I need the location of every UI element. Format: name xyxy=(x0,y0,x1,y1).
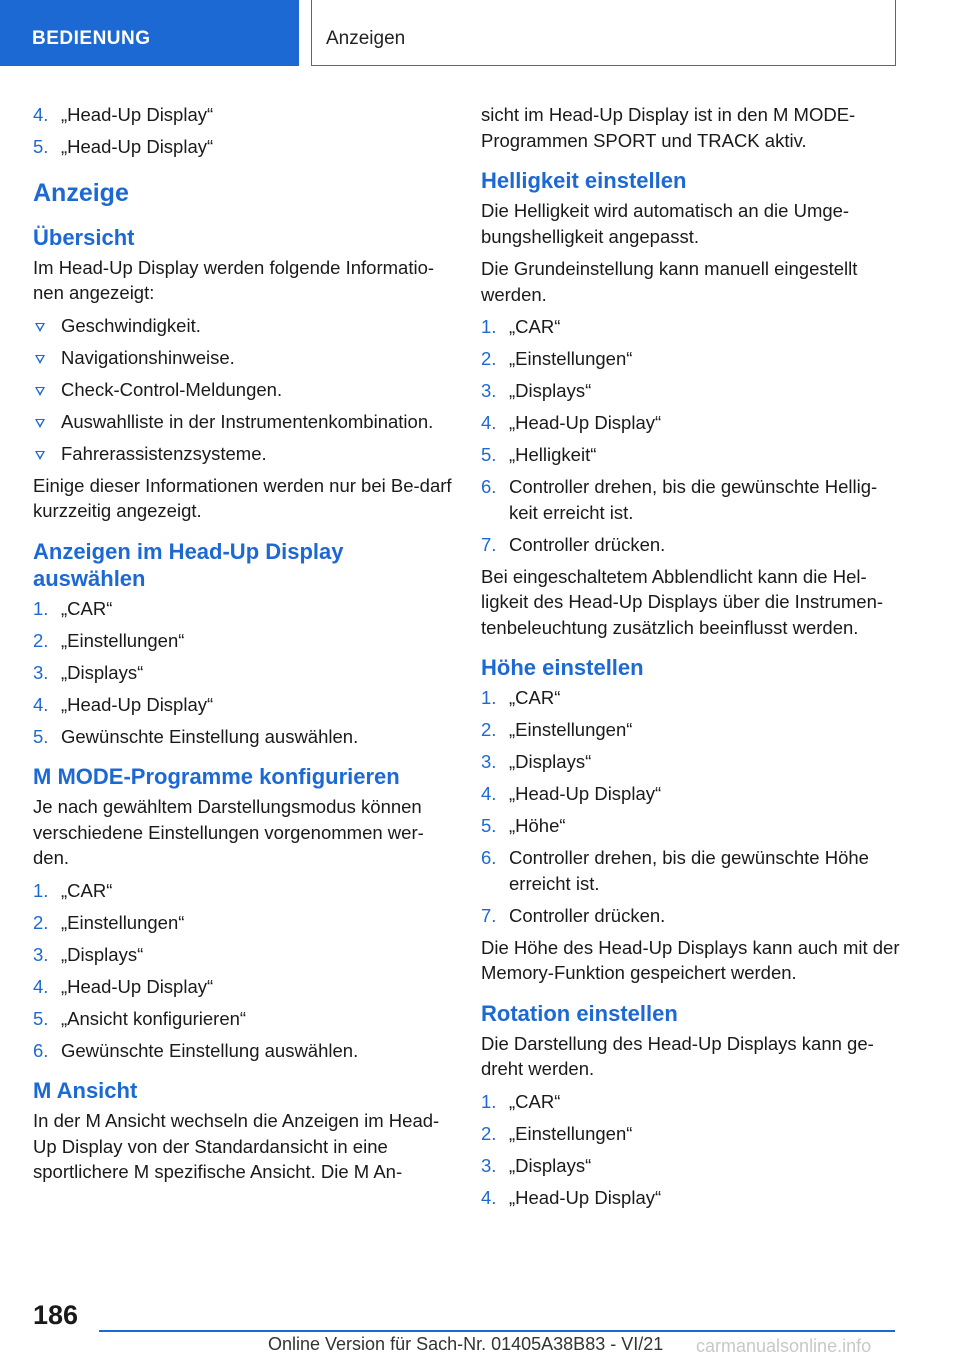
list-item xyxy=(481,1121,901,1147)
list-item-text: „Head-Up Display“ xyxy=(509,1186,662,1208)
list-item-text: „CAR“ xyxy=(61,597,113,619)
list-item-text: „Head-Up Display“ xyxy=(61,136,214,157)
heading-auswaehlen: Anzeigen im Head-Up Display auswählen xyxy=(33,538,344,591)
bullet-item xyxy=(33,313,453,339)
list-item xyxy=(481,845,901,896)
list-item xyxy=(33,1006,453,1032)
chapter-box xyxy=(311,0,896,66)
list-item-text: Gewünschte Einstellung auswählen. xyxy=(61,725,359,747)
list-hoehe xyxy=(481,685,901,928)
list-item xyxy=(33,878,453,904)
bullet-item-text: Auswahlliste in der Instrumentenkombination. xyxy=(61,410,434,432)
list-item-text: „Displays“ xyxy=(61,661,144,683)
watermark: carmanualsonline.info xyxy=(696,1336,872,1356)
footer-divider xyxy=(99,1330,895,1332)
right-column xyxy=(481,102,901,1217)
list-rotation xyxy=(481,1089,901,1211)
list-item-number: 3. xyxy=(33,943,49,965)
list-item-text: „Head-Up Display“ xyxy=(509,412,662,433)
list-top xyxy=(33,102,453,160)
paragraph-rotation: Die Darstellung des Head-Up Displays kann ge-dreht werden. xyxy=(481,1032,874,1079)
paragraph-uebersicht: Im Head-Up Display werden folgende Informatio-nen angezeigt: xyxy=(33,256,435,303)
list-item-text: „Head-Up Display“ xyxy=(61,693,214,715)
list-item-number: 1. xyxy=(481,687,497,708)
list-item xyxy=(33,134,453,160)
list-item-number: 1. xyxy=(481,1090,497,1112)
page-header xyxy=(0,0,960,66)
list-item xyxy=(481,813,901,839)
list-item xyxy=(481,532,901,558)
list-item-number: 5. xyxy=(481,444,497,465)
list-item xyxy=(33,724,453,750)
page-number: 186 xyxy=(33,1300,79,1330)
list-item-number: 5. xyxy=(33,725,49,747)
list-item-text: „CAR“ xyxy=(509,687,561,708)
list-item-text: „Displays“ xyxy=(509,380,592,401)
paragraph-continued: sicht im Head-Up Display ist in den M MODE-Programmen SPORT und TRACK aktiv. xyxy=(481,104,856,151)
left-column xyxy=(33,102,453,1192)
bullet-item xyxy=(33,441,453,467)
list-item xyxy=(33,910,453,936)
list-item xyxy=(481,410,901,436)
list-item-number: 7. xyxy=(481,904,497,926)
list-item-text: „Head-Up Display“ xyxy=(61,104,214,125)
list-item xyxy=(33,1038,453,1064)
triangle-bullet-icon xyxy=(35,419,45,428)
triangle-bullet-icon xyxy=(35,323,45,332)
list-item xyxy=(481,1153,901,1179)
list-item xyxy=(33,596,453,622)
list-item-number: 1. xyxy=(33,597,49,619)
list-item xyxy=(481,314,901,340)
list-item-text: „Einstellungen“ xyxy=(61,911,185,933)
list-item-text: „CAR“ xyxy=(509,1090,561,1112)
list-item xyxy=(481,1089,901,1115)
list-item-number: 4. xyxy=(33,975,49,997)
triangle-bullet-icon xyxy=(35,387,45,396)
list-item xyxy=(481,474,901,525)
heading-anzeige: Anzeige xyxy=(33,178,129,207)
list-item-number: 2. xyxy=(481,719,497,740)
paragraph-helligkeit-1: Die Helligkeit wird automatisch an die Umge-bungshelligkeit angepasst. xyxy=(481,200,850,247)
list-item xyxy=(33,942,453,968)
list-item-number: 1. xyxy=(33,879,49,901)
bullet-item xyxy=(33,377,453,403)
list-item-text: „Einstellungen“ xyxy=(61,629,185,651)
bullet-item-text: Check-Control-Meldungen. xyxy=(61,378,283,400)
list-item xyxy=(481,442,901,468)
list-item xyxy=(33,974,453,1000)
footer-version: Online Version für Sach-Nr. 01405A38B83 - VI/21 xyxy=(268,1334,664,1354)
list-item xyxy=(481,903,901,929)
list-item-number: 2. xyxy=(481,348,497,369)
heading-mansicht: M Ansicht xyxy=(33,1078,138,1103)
list-item-text: „Helligkeit“ xyxy=(509,444,597,465)
heading-mmode: M MODE-Programme konfigurieren xyxy=(33,764,400,789)
list-item-text: „Head-Up Display“ xyxy=(61,975,214,997)
list-item-text: „Höhe“ xyxy=(509,815,566,836)
bullet-item xyxy=(33,409,453,435)
heading-uebersicht: Übersicht xyxy=(33,224,135,250)
paragraph-helligkeit-3: Bei eingeschaltetem Abblendlicht kann die Hel-ligkeit des Head-Up Displays über die Instrumen-tenbeleuchtung zusätzlich beeinflusst werden. xyxy=(481,565,884,638)
list-item xyxy=(481,1185,901,1211)
heading-hoehe: Höhe einstellen xyxy=(481,655,644,680)
paragraph-helligkeit-2: Die Grundeinstellung kann manuell eingestellt werden. xyxy=(481,258,858,305)
list-item-text: Controller drehen, bis die gewünschte Höhe erreicht ist. xyxy=(509,847,869,894)
bullet-item-text: Fahrerassistenzsysteme. xyxy=(61,442,267,464)
heading-rotation: Rotation einstellen xyxy=(481,1000,678,1026)
bullet-item-text: Navigationshinweise. xyxy=(61,346,235,368)
list-item-number: 4. xyxy=(481,1186,497,1208)
list-item-number: 3. xyxy=(481,380,497,401)
list-item-number: 6. xyxy=(481,847,497,868)
list-item-text: „Ansicht konfigurieren“ xyxy=(61,1007,247,1029)
list-item xyxy=(481,749,901,775)
list-item-number: 3. xyxy=(481,1154,497,1176)
list-item-number: 4. xyxy=(33,693,49,715)
bullet-list-info xyxy=(33,313,453,467)
list-item-number: 6. xyxy=(33,1039,49,1061)
list-item xyxy=(481,717,901,743)
list-item xyxy=(33,692,453,718)
list-item-text: Controller drücken. xyxy=(509,904,666,926)
list-item-number: 7. xyxy=(481,533,497,555)
list-item xyxy=(481,378,901,404)
list-item-number: 2. xyxy=(33,911,49,933)
chapter-label: Anzeigen xyxy=(326,28,406,49)
list-item xyxy=(33,660,453,686)
list-item-text: „Einstellungen“ xyxy=(509,1122,633,1144)
list-item-number: 4. xyxy=(481,412,497,433)
list-item-text: „CAR“ xyxy=(61,879,113,901)
list-item xyxy=(481,685,901,711)
list-item-number: 5. xyxy=(33,136,49,157)
bullet-item-text: Geschwindigkeit. xyxy=(61,314,201,336)
paragraph-hoehe: Die Höhe des Head-Up Displays kann auch mit der Memory-Funktion gespeichert werden. xyxy=(481,936,900,983)
list-item-text: Controller drehen, bis die gewünschte Hellig-keit erreicht ist. xyxy=(509,476,878,523)
list-item xyxy=(481,346,901,372)
triangle-bullet-icon xyxy=(35,451,45,460)
list-item-number: 4. xyxy=(33,104,49,125)
triangle-bullet-icon xyxy=(35,355,45,364)
list-helligkeit xyxy=(481,314,901,557)
section-label: BEDIENUNG xyxy=(32,28,151,49)
paragraph-mmode: Je nach gewähltem Darstellungsmodus können verschiedene Einstellungen vorgenommen wer-den. xyxy=(33,796,424,868)
bullet-item xyxy=(33,345,453,371)
list-item-text: „Displays“ xyxy=(509,751,592,772)
list-item-number: 1. xyxy=(481,316,497,337)
list-item-text: „Einstellungen“ xyxy=(509,719,633,740)
list-item-number: 3. xyxy=(481,751,497,772)
list-item-number: 5. xyxy=(33,1007,49,1029)
list-item-text: „CAR“ xyxy=(509,316,561,337)
list-item xyxy=(33,628,453,654)
list-item-number: 5. xyxy=(481,815,497,836)
paragraph-mansicht: In der M Ansicht wechseln die Anzeigen im Head-Up Display von der Standardansicht in eine sportlichere M spezifische Ansicht. Die M An- xyxy=(33,1110,440,1182)
paragraph-einige: Einige dieser Informationen werden nur bei Be-darf kurzzeitig angezeigt. xyxy=(33,474,452,521)
list-item-text: „Einstellungen“ xyxy=(509,348,633,369)
list-item xyxy=(33,102,453,128)
list-item-number: 2. xyxy=(33,629,49,651)
list-item-number: 4. xyxy=(481,783,497,804)
list-item-number: 6. xyxy=(481,476,497,497)
list-item xyxy=(481,781,901,807)
heading-helligkeit: Helligkeit einstellen xyxy=(481,168,687,193)
list-item-number: 2. xyxy=(481,1122,497,1144)
list-item-text: „Displays“ xyxy=(509,1154,592,1176)
section-tab xyxy=(0,0,299,66)
list-item-text: „Displays“ xyxy=(61,943,144,965)
list-item-text: „Head-Up Display“ xyxy=(509,783,662,804)
list-item-number: 3. xyxy=(33,661,49,683)
list-item-text: Gewünschte Einstellung auswählen. xyxy=(61,1039,359,1061)
list-auswaehlen xyxy=(33,596,453,750)
list-mmode xyxy=(33,878,453,1064)
list-item-text: Controller drücken. xyxy=(509,533,666,555)
